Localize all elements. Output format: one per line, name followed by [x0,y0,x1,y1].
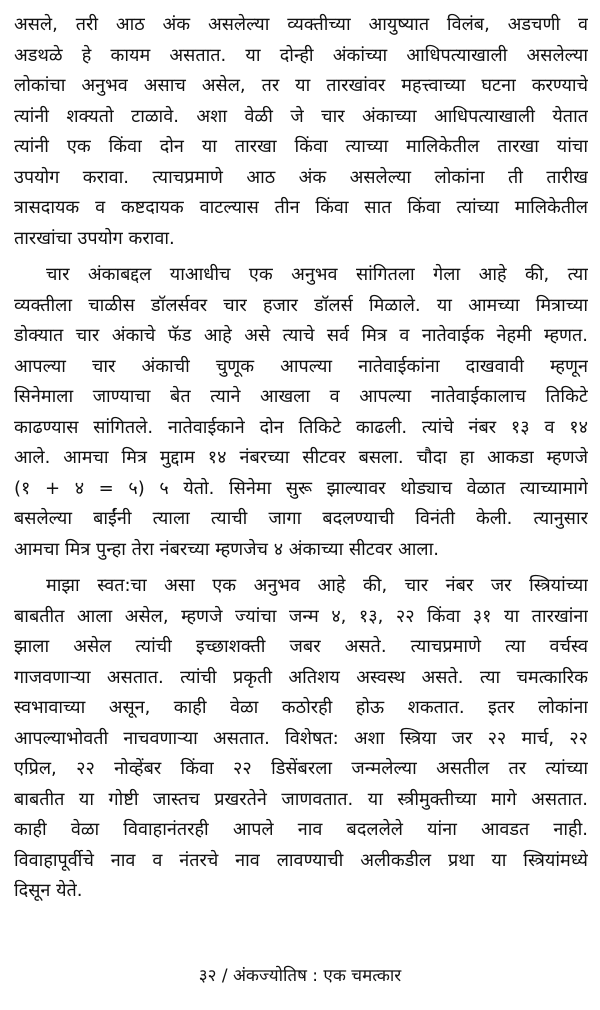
text-line: सिनेमाला जाण्याचा बेत त्याने आखला व आपल्या नातेवाईकालाच तिकिटे [14,386,588,407]
text-line: आपल्याभोवती नाचवणाऱ्या असतात. विशेषत: अशा स्त्रिया जर २२ मार्च, २२ [14,727,588,749]
text-line: काढण्यास सांगितले. नातेवाईकाने दोन तिकिटे काढली. त्यांचे नंबर १३ व १४ [14,416,588,438]
text-line: बसलेल्या बाईंनी त्याला त्याची जागा बदलण्याची विनंती केली. त्यानुसार [14,508,588,529]
text-line: त्यांनी शक्यतो टाळावे. अशा वेळी जे चार अंकाच्या आधिपत्याखाली येतात [14,105,588,127]
paragraph-3 [14,571,588,907]
text-line: व्यक्तीला चाळीस डॉलर्सवर चार हजार डॉलर्स मिळाले. या आमच्या मित्राच्या [14,294,588,316]
text-line: अडथळे हे कायम असतात. या दोन्ही अंकांच्या आधिपत्याखाली असलेल्या [14,44,588,66]
text-line: स्वभावाच्या असून, काही वेळा कठोरही होऊ शकतात. इतर लोकांना [14,697,588,718]
text-line: त्यांनी एक किंवा दोन या तारखा किंवा त्याच्या मालिकेतील तारखा यांचा [14,136,588,157]
text-line: काही वेळा विवाहानंतरही आपले नाव बदललेले यांना आवडत नाही. [14,819,588,840]
paragraph-2 [14,260,588,565]
page-footer: ३२ / अंकज्योतिष : एक चमत्कार [198,966,402,986]
text-line: चार अंकाबद्दल याआधीच एक अनुभव सांगितला गेला आहे की, त्या [46,264,588,285]
text-line: उपयोग करावा. त्याचप्रमाणे आठ अंक असलेल्या लोकांना ती तारीख [14,166,588,188]
text-line: डोक्यात चार अंकाचे फॅड आहे असे त्याचे सर्व मित्र व नातेवाईक नेहमी म्हणत. [14,325,588,346]
text-line: विवाहापूर्वीचे नाव व नंतरचे नाव लावण्याची अलीकडील प्रथा या स्त्रियांमध्ये [14,849,588,871]
text-line: गाजवणाऱ्या असतात. त्यांची प्रकृती अतिशय अस्वस्थ असते. त्या चमत्कारिक [14,666,588,688]
text-line: एप्रिल, २२ नोव्हेंबर किंवा २२ डिसेंबरला जन्मलेल्या असतील तर त्यांच्या [14,758,588,779]
text-line: बाबतीत या गोष्टी जास्तच प्रखरतेने जाणवतात. या स्त्रीमुक्तीच्या मागे असतात. [14,788,588,810]
text-line: लोकांचा अनुभव असाच असेल, तर या तारखांवर महत्त्वाच्या घटना करण्याचे [14,75,588,96]
text-line: त्रासदायक व कष्टदायक वाटल्यास तीन किंवा सात किंवा त्यांच्या मालिकेतील [14,197,588,218]
text-line: तारखांचा उपयोग करावा. [14,227,175,249]
text-line: झाला असेल त्यांची इच्छाशक्ती जबर असते. त्याचप्रमाणे त्या वर्चस्व [14,636,588,657]
text-line: दिसून येते. [14,880,83,901]
text-line: (१ + ४ = ५) ५ येतो. सिनेमा सुरू झाल्यावर थोड्याच वेळात त्याच्यामागे [14,477,588,499]
page-body [14,10,588,913]
text-line: माझा स्वत:चा असा एक अनुभव आहे की, चार नंबर जर स्त्रियांच्या [46,575,588,596]
text-line: आमचा मित्र पुन्हा तेरा नंबरच्या म्हणजेच ४ अंकाच्या सीटवर आला. [14,538,439,560]
paragraph-1 [14,10,588,254]
text-line: बाबतीत आला असेल, म्हणजे ज्यांचा जन्म ४, १३, २२ किंवा ३१ या तारखांना [14,605,588,627]
text-line: आपल्या चार अंकाची चुणूक आपल्या नातेवाईकांना दाखवावी म्हणून [14,355,588,377]
text-line: असले, तरी आठ अंक असलेल्या व्यक्तीच्या आयुष्यात विलंब, अडचणी व [14,14,588,35]
text-line: आले. आमचा मित्र मुद्दाम १४ नंबरच्या सीटवर बसला. चौदा हा आकडा म्हणजे [14,447,588,468]
